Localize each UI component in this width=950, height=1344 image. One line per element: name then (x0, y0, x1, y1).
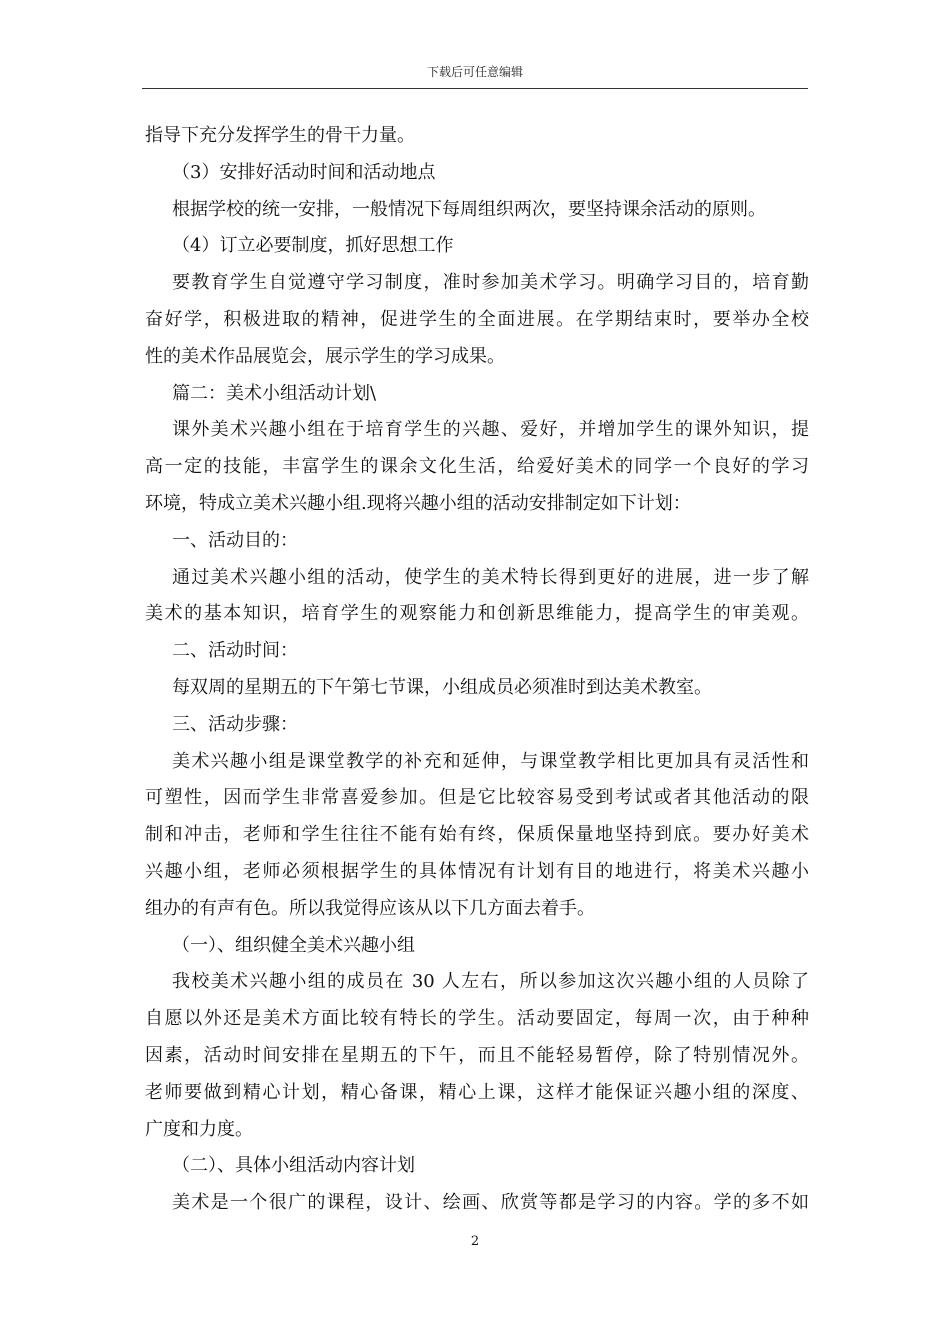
paragraph-line: （一）、组织健全美术兴趣小组 (172, 934, 415, 956)
paragraph-line: 兴趣小组，老师必须根据学生的具体情况有计划有目的地进行，将美术兴趣小 (145, 861, 809, 882)
paragraph-line: 指导下充分发挥学生的骨干力量。 (145, 125, 415, 146)
paragraph-line: 老师要做到精心计划，精心备课，精心上课，这样才能保证兴趣小组的深度、 (145, 1081, 809, 1103)
paragraph-line: 环境，特成立美术兴趣小组.现将兴趣小组的活动安排制定如下计划： (145, 493, 691, 514)
header-rule (142, 88, 808, 89)
paragraph-line: 美术的基本知识，培育学生的观察能力和创新思维能力，提高学生的审美观。 (145, 603, 809, 625)
paragraph-line: 二、活动时间： (172, 640, 298, 662)
paragraph-line: 根据学校的统一安排，一般情况下每周组织两次，要坚持课余活动的原则。 (172, 198, 766, 220)
paragraph-line: 高一定的技能，丰富学生的课余文化生活，给爱好美术的同学一个良好的学习 (145, 456, 809, 478)
paragraph-line: 美术兴趣小组是课堂教学的补充和延伸，与课堂教学相比更加具有灵活性和 (172, 750, 809, 772)
paragraph-line: 性的美术作品展览会，展示学生的学习成果。 (145, 345, 505, 367)
paragraph-line: 美术是一个很广的课程，设计、绘画、欣赏等都是学习的内容。学的多不如 (172, 1192, 809, 1214)
paragraph-line: 课外美术兴趣小组在于培育学生的兴趣、爱好，并增加学生的课外知识，提 (172, 419, 809, 441)
page-header: 下载后可任意编辑 (426, 65, 523, 79)
paragraph-line: 制和冲击，老师和学生往往不能有始有终，保质保量地坚持到底。要办好美术 (145, 824, 809, 846)
paragraph-line: 奋好学，积极进取的精神，促进学生的全面进展。在学期结束时，要举办全校 (145, 309, 809, 330)
paragraph-line: （4）订立必要制度，抓好思想工作 (172, 235, 454, 257)
paragraph-line: 自愿以外还是美术方面比较有特长的学生。活动要固定，每周一次，由于种种 (145, 1008, 809, 1030)
paragraph-line: （3）安排好活动时间和活动地点 (172, 161, 436, 183)
paragraph-line: 可塑性，因而学生非常喜爱参加。但是它比较容易受到考试或者其他活动的限 (145, 787, 809, 809)
page-number: 2 (470, 1234, 480, 1249)
paragraph-line: （二）、具体小组活动内容计划 (172, 1155, 415, 1177)
paragraph-line: 三、活动步骤： (172, 713, 298, 735)
paragraph-line: 每双周的星期五的下午第七节课，小组成员必须准时到达美术教室。 (172, 677, 712, 698)
paragraph-line: 通过美术兴趣小组的活动，使学生的美术特长得到更好的进展，进一步了解 (172, 566, 809, 588)
paragraph-line: 一、活动目的： (172, 529, 298, 551)
paragraph-line: 广度和力度。 (145, 1118, 253, 1140)
paragraph-line: 要教育学生自觉遵守学习制度，准时参加美术学习。明确学习目的，培育勤 (172, 272, 809, 294)
paragraph-line: 我校美术兴趣小组的成员在 30 人左右，所以参加这次兴趣小组的人员除了 (172, 971, 809, 993)
paragraph-line: 组办的有声有色。所以我觉得应该从以下几方面去着手。 (145, 897, 595, 919)
paragraph-line: 因素，活动时间安排在星期五的下午，而且不能轻易暂停，除了特别情况外。 (145, 1045, 809, 1066)
paragraph-line: 篇二：美术小组活动计划\ (172, 382, 377, 404)
